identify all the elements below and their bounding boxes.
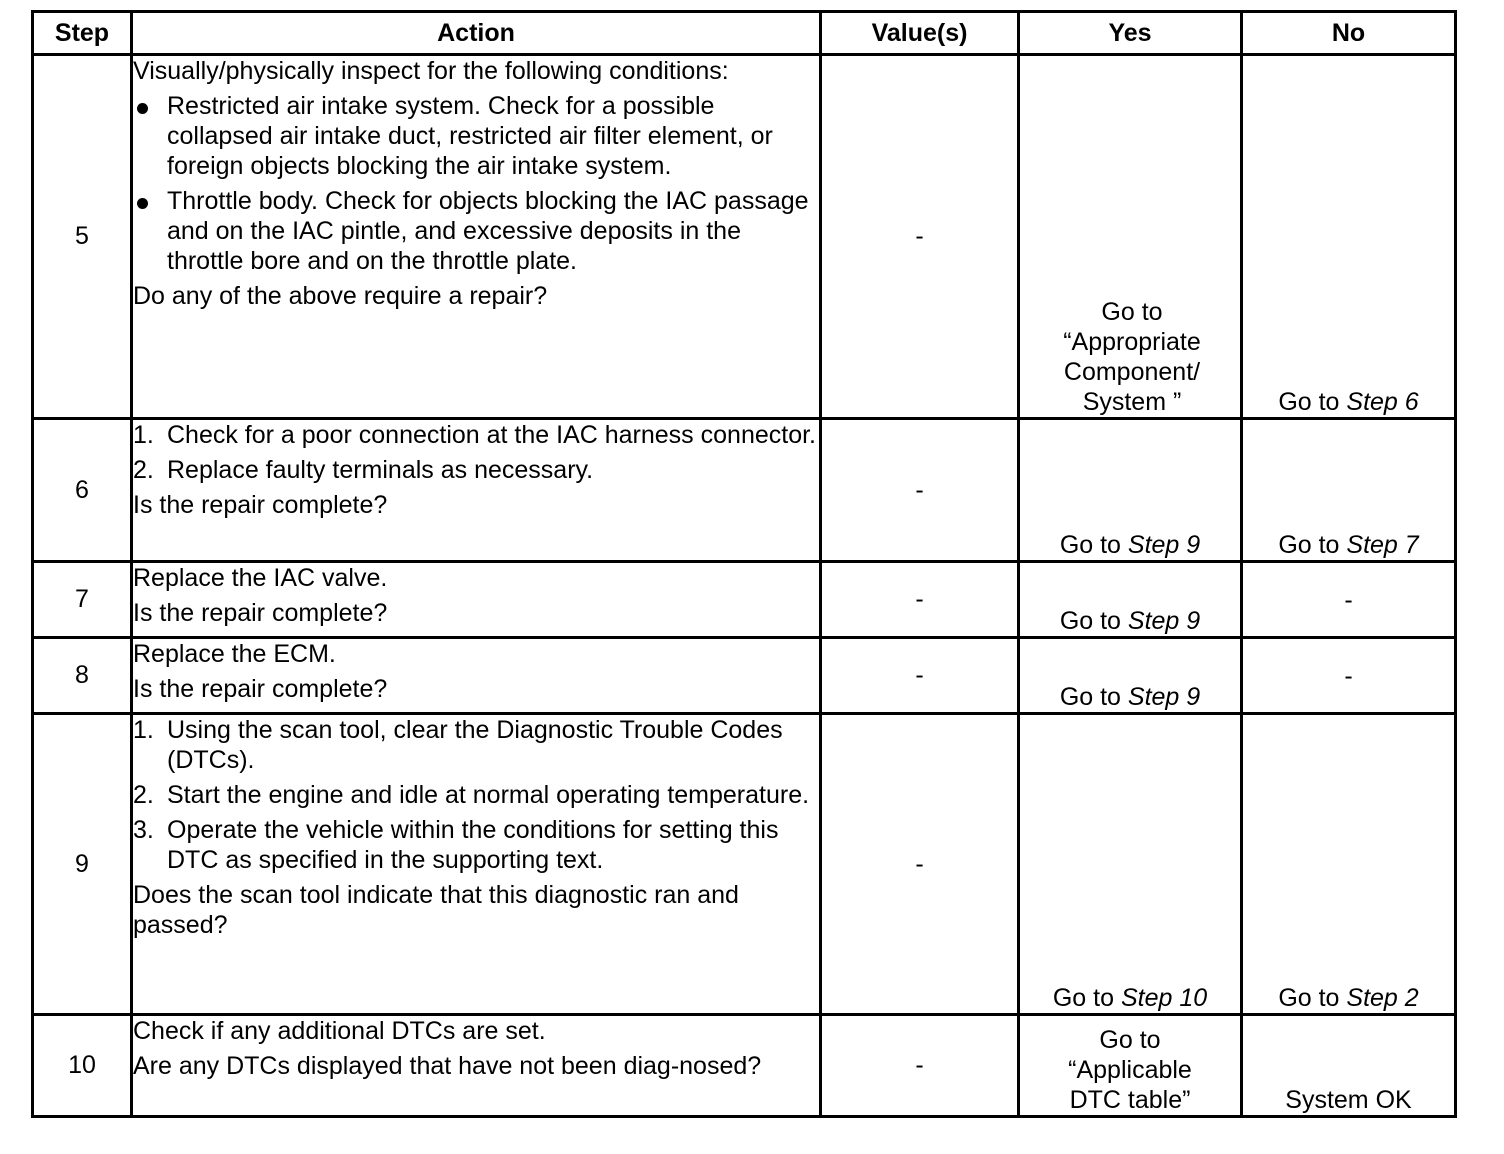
yes-prefix: Go to [1052,984,1121,1012]
step-number: 8 [33,638,132,714]
yes-step-ref: Step 9 [1127,531,1201,559]
no-step-ref: Step 6 [1346,388,1419,416]
no-step-ref: Step 7 [1346,531,1419,559]
action-question: Is the repair complete? [133,491,388,519]
diagnostic-table [31,10,1457,1118]
no-cell: - [1242,562,1456,638]
action-line: Replace the IAC valve. [133,564,388,592]
step-number: 10 [33,1015,132,1117]
value-cell: - [821,55,1019,419]
yes-cell [1019,714,1242,1015]
action-intro: Visually/physically inspect for the following conditions: [133,57,729,85]
yes-step-ref: Step 9 [1127,607,1201,635]
no-prefix: Go to [1278,531,1347,559]
no-prefix: Go to [1278,388,1347,416]
header-step: Step [33,12,132,55]
no-cell [1242,55,1456,419]
yes-cell [1019,562,1242,638]
action-line: Replace the ECM. [133,640,336,668]
step-number: 9 [33,714,132,1015]
yes-cell: Go to “Applicable DTC table” [1019,1015,1242,1117]
yes-prefix: Go to [1059,607,1128,635]
action-question: Do any of the above require a repair? [133,282,548,310]
action-bullet: Throttle body. Check for objects blocking the IAC passage and on the IAC pintle, and excessive deposits in the throttle bore and on the throttle plate. [133,186,819,276]
action-question: Is the repair complete? [133,675,388,703]
action-cell [132,419,821,562]
table-row-step-8 [33,638,1456,714]
action-question: Is the repair complete? [133,599,388,627]
no-cell [1242,419,1456,562]
no-step-ref: Step 2 [1346,984,1419,1012]
header-action: Action [132,12,821,55]
no-prefix: Go to [1278,984,1347,1012]
action-cell [132,714,821,1015]
yes-step-ref: Step 9 [1127,683,1201,711]
yes-step-ref: Step 10 [1120,984,1208,1012]
table-row-step-7 [33,562,1456,638]
no-cell: - [1242,638,1456,714]
step-number: 7 [33,562,132,638]
header-yes: Yes [1019,12,1242,55]
no-cell: System OK [1242,1015,1456,1117]
bullet-icon [137,198,148,209]
yes-cell [1019,419,1242,562]
action-line: Check if any additional DTCs are set. [133,1017,546,1045]
step-number: 5 [33,55,132,419]
action-numbered-step: 1. Using the scan tool, clear the Diagnostic Trouble Codes (DTCs). [133,716,783,774]
value-cell: - [821,562,1019,638]
header-row [33,12,1456,55]
yes-prefix: Go to [1059,683,1128,711]
header-values: Value(s) [821,12,1019,55]
action-cell [132,55,821,419]
value-cell: - [821,419,1019,562]
table-row-step-6 [33,419,1456,562]
action-numbered-step: 2. Start the engine and idle at normal operating temperature. [133,781,810,809]
table-row-step-9 [33,714,1456,1015]
action-cell [132,562,821,638]
header-no: No [1242,12,1456,55]
yes-cell: Go to “Appropriate Component/ System ” [1019,55,1242,419]
action-numbered-step: 2. Replace faulty terminals as necessary. [133,456,594,484]
action-cell [132,1015,821,1117]
yes-prefix: Go to [1059,531,1128,559]
table-row-step-5 [33,55,1456,419]
action-question: Does the scan tool indicate that this diagnostic ran and passed? [133,881,739,939]
action-numbered-step: 1. Check for a poor connection at the IAC harness connector. [133,421,816,449]
action-question: Are any DTCs displayed that have not been diag-nosed? [133,1052,762,1080]
action-bullet: Restricted air intake system. Check for a possible collapsed air intake duct, restricted air filter element, or foreign objects blocking the air intake system. [133,91,819,181]
bullet-icon [137,103,148,114]
no-cell [1242,714,1456,1015]
action-numbered-step: 3. Operate the vehicle within the conditions for setting this DTC as specified in the supporting text. [133,816,779,874]
value-cell: - [821,714,1019,1015]
yes-cell [1019,638,1242,714]
table-row-step-10 [33,1015,1456,1117]
step-number: 6 [33,419,132,562]
action-cell [132,638,821,714]
value-cell: - [821,638,1019,714]
value-cell: - [821,1015,1019,1117]
